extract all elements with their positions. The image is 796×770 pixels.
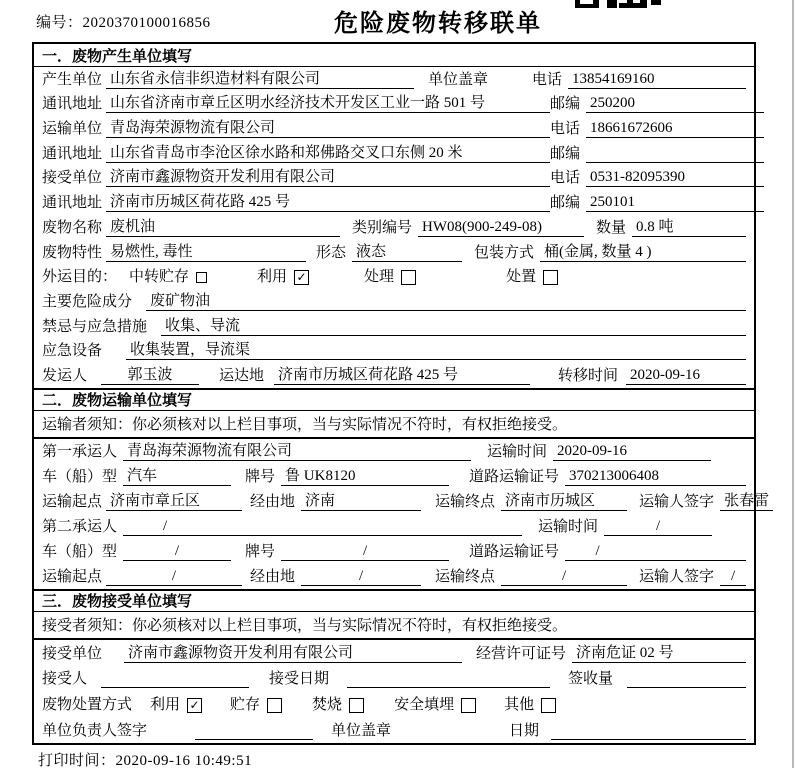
option-incinerate [312, 697, 364, 714]
row-receiver [34, 666, 754, 692]
option-storage [230, 697, 282, 714]
unit-seal-label: 单位盖章 [428, 71, 489, 88]
signed-amount-label: 签收量 [568, 671, 614, 688]
option-label: 利用 [150, 697, 181, 714]
checkbox-incinerate [349, 698, 364, 713]
traits-label: 废物特性 [42, 244, 103, 261]
section2-header: 二．废物运输单位填写 [34, 388, 754, 411]
page-title: 危险废物转移联单 [334, 11, 542, 37]
transport-time-value: 2020-09-16 [553, 443, 711, 461]
road-permit-value: / [565, 543, 746, 561]
option-utilize [150, 697, 202, 714]
accept-unit-value: 济南市鑫源物资开发利用有限公司 [124, 645, 462, 663]
option-landfill [394, 697, 476, 714]
row-receive-unit [34, 166, 754, 191]
origin-value: / [106, 568, 242, 586]
equipment-value: 收集装置，导流渠 [126, 342, 746, 360]
transport-unit-value: 青岛海荣源物流有限公司 [106, 120, 550, 138]
plate-value: 鲁 UK8120 [281, 468, 449, 486]
destination-label: 运达地 [219, 367, 265, 384]
option-label: 其他 [504, 697, 535, 714]
tel-label: 电话 [550, 121, 581, 138]
transporter-sign-value: 张春雷 [720, 493, 773, 511]
via-label: 经由地 [250, 568, 296, 585]
license-label: 经营许可证号 [476, 645, 567, 662]
zip-label: 邮编 [550, 145, 581, 162]
receive-unit-label: 接受单位 [42, 170, 103, 187]
option-utilize [257, 269, 309, 286]
traits-value: 易燃性, 毒性 [106, 244, 306, 262]
option-label: 处置 [506, 269, 537, 286]
checkbox-dispose [543, 270, 558, 285]
row-address-1 [34, 92, 754, 117]
hazard-label: 主要危险成分 [42, 293, 133, 310]
receive-unit-value: 济南市鑫源物资开发利用有限公司 [106, 169, 550, 187]
doc-number-value: 2020370100016856 [82, 15, 211, 31]
signed-amount-value [627, 671, 746, 688]
doc-number-label: 编号： [36, 15, 83, 31]
address-label: 通讯地址 [42, 96, 103, 113]
transporter-sign-value: / [720, 568, 746, 586]
address-value: 山东省济南市章丘区明水经济技术开发区工业一路 501 号 [106, 95, 550, 113]
endpoint-label: 运输终点 [435, 493, 496, 510]
address-label: 通讯地址 [42, 145, 103, 162]
hazard-value: 废矿物油 [146, 293, 746, 311]
row-route-2 [34, 564, 754, 589]
vehicle-type-label: 车（船）型 [42, 468, 118, 485]
shipper-label: 发运人 [42, 367, 88, 384]
destination-value: 济南市历城区荷花路 425 号 [274, 367, 530, 385]
option-other [504, 697, 556, 714]
endpoint-label: 运输终点 [435, 568, 496, 585]
quantity-value: 0.8 吨 [632, 219, 746, 237]
disposal-label: 废物处置方式 [42, 697, 133, 714]
row-emergency-equipment [34, 339, 754, 364]
zip-value: 250200 [586, 95, 764, 113]
option-label: 利用 [257, 269, 288, 286]
row-second-carrier [34, 514, 754, 539]
category-label: 类别编号 [352, 219, 413, 236]
row-waste-traits [34, 240, 754, 265]
row-transfer-purpose [34, 265, 754, 290]
produce-unit-value: 山东省永信非织造材料有限公司 [106, 71, 414, 89]
row-transport-unit [34, 116, 754, 141]
produce-unit-label: 产生单位 [42, 71, 103, 88]
qr-code-fragment [575, 0, 665, 9]
row-route-1 [34, 489, 770, 514]
transfer-time-label: 转移时间 [558, 367, 619, 384]
date-label: 日期 [509, 722, 540, 739]
equipment-label: 应急设备 [42, 343, 103, 360]
row-address-3 [34, 190, 754, 215]
checkbox-utilize: ✓ [187, 698, 202, 713]
manifest-form [32, 42, 770, 745]
taboo-value: 收集、导流 [161, 318, 746, 336]
waste-name-label: 废物名称 [42, 219, 103, 236]
option-label: 安全填埋 [394, 697, 455, 714]
row-disposal-method [34, 691, 754, 717]
origin-value: 济南市章丘区 [106, 493, 242, 511]
option-treat [364, 269, 416, 286]
transport-time-label: 运输时间 [487, 443, 548, 460]
option-label: 中转贮存 [129, 269, 190, 286]
waste-name-value: 废机油 [106, 219, 340, 237]
vehicle-type-value: / [123, 543, 231, 561]
zip-label: 邮编 [550, 96, 581, 113]
checkbox-other [541, 698, 556, 713]
carrier1-value: 青岛海荣源物流有限公司 [123, 443, 471, 461]
origin-label: 运输起点 [42, 568, 103, 585]
row-produce-unit [34, 67, 754, 92]
address-value: 济南市历城区荷花路 425 号 [106, 194, 550, 212]
accept-unit-label: 接受单位 [42, 645, 103, 662]
receiver-label: 接受人 [42, 671, 88, 688]
print-time [38, 749, 252, 770]
address-label: 通讯地址 [42, 195, 103, 212]
transporter-sign-label: 运输人签字 [639, 568, 715, 585]
vehicle-type-value: 汽车 [123, 468, 231, 486]
quantity-label: 数量 [596, 219, 627, 236]
row-main-hazard [34, 289, 754, 314]
responsible-sign-label: 单位负责人签字 [42, 722, 148, 739]
row-address-2 [34, 141, 754, 166]
responsible-sign-value [195, 723, 313, 740]
road-permit-value: 370213006408 [565, 468, 746, 486]
tel-label: 电话 [531, 71, 562, 88]
taboo-label: 禁忌与应急措施 [42, 318, 148, 335]
row-accept-unit [34, 640, 754, 666]
page-right-edge [792, 0, 794, 768]
option-label: 处理 [364, 269, 395, 286]
endpoint-value: 济南市历城区 [501, 493, 627, 511]
accept-date-value [347, 671, 550, 688]
row-waste-name [34, 215, 754, 240]
transporter-sign-label: 运输人签字 [639, 493, 715, 510]
checkbox-storage [267, 698, 282, 713]
tel-value: 18661672606 [586, 120, 764, 138]
checkbox-treat [401, 270, 416, 285]
packing-label: 包装方式 [474, 244, 535, 261]
via-value: 济南 [301, 493, 421, 511]
carrier2-label: 第二承运人 [42, 518, 118, 535]
print-time-value: 2020-09-16 10:49:51 [115, 753, 253, 769]
row-first-carrier [34, 439, 754, 464]
packing-value: 桶(金属, 数量 4 ) [540, 244, 746, 262]
date-value [551, 723, 746, 740]
row-responsible-sign [34, 717, 754, 743]
unit-seal-label: 单位盖章 [331, 722, 392, 739]
category-value: HW08(900-249-08) [418, 219, 584, 237]
zip-label: 邮编 [550, 195, 581, 212]
option-dispose [506, 269, 558, 286]
option-label: 贮存 [230, 697, 261, 714]
via-label: 经由地 [250, 493, 296, 510]
checkbox-utilize: ✓ [294, 270, 309, 285]
tel-value: 0531-82095390 [586, 169, 764, 187]
section3-header: 三．废物接受单位填写 [34, 589, 754, 612]
purpose-label: 外运目的： [42, 269, 118, 286]
form-label: 形态 [316, 244, 347, 261]
accept-date-label: 接受日期 [269, 671, 330, 688]
transport-time-value: / [604, 518, 712, 536]
shipper-value: 郭玉波 [101, 367, 199, 385]
tel-label: 电话 [550, 170, 581, 187]
row-vehicle-2 [34, 539, 754, 564]
section1-header: 一．废物产生单位填写 [34, 44, 754, 67]
option-transit-storage [129, 269, 207, 286]
row-taboo-measures [34, 314, 754, 339]
vehicle-type-label: 车（船）型 [42, 543, 118, 560]
via-value: / [301, 568, 421, 586]
row-vehicle-1 [34, 464, 754, 489]
address-value: 山东省青岛市李沧区徐水路和郑佛路交叉口东侧 20 米 [106, 145, 550, 163]
plate-label: 牌号 [245, 468, 276, 485]
receiver-value [101, 671, 249, 688]
origin-label: 运输起点 [42, 493, 103, 510]
license-value: 济南危证 02 号 [572, 645, 746, 663]
transfer-time-value: 2020-09-16 [626, 367, 746, 385]
form-value: 液态 [352, 244, 462, 262]
option-label: 焚烧 [312, 697, 343, 714]
print-time-label: 打印时间： [38, 753, 116, 769]
endpoint-value: / [501, 568, 627, 586]
section3-notice: 接受者须知：你必须核对以上栏目事项，当与实际情况不符时，有权拒绝接受。 [34, 612, 754, 640]
transport-time-label: 运输时间 [538, 518, 599, 535]
road-permit-label: 道路运输证号 [469, 468, 560, 485]
plate-value: / [281, 543, 449, 561]
tel-value: 13854169160 [568, 71, 746, 89]
zip-value [586, 146, 764, 163]
carrier1-label: 第一承运人 [42, 443, 118, 460]
plate-label: 牌号 [245, 543, 276, 560]
section2-notice: 运输者须知：你必须核对以上栏目事项，当与实际情况不符时，有权拒绝接受。 [34, 411, 754, 439]
row-shipper [34, 363, 754, 388]
checkbox-landfill [461, 698, 476, 713]
road-permit-label: 道路运输证号 [469, 543, 560, 560]
carrier2-value: / [123, 518, 522, 536]
zip-value: 250101 [586, 194, 764, 212]
transport-unit-label: 运输单位 [42, 121, 103, 138]
checkbox-transit-storage [196, 272, 207, 283]
